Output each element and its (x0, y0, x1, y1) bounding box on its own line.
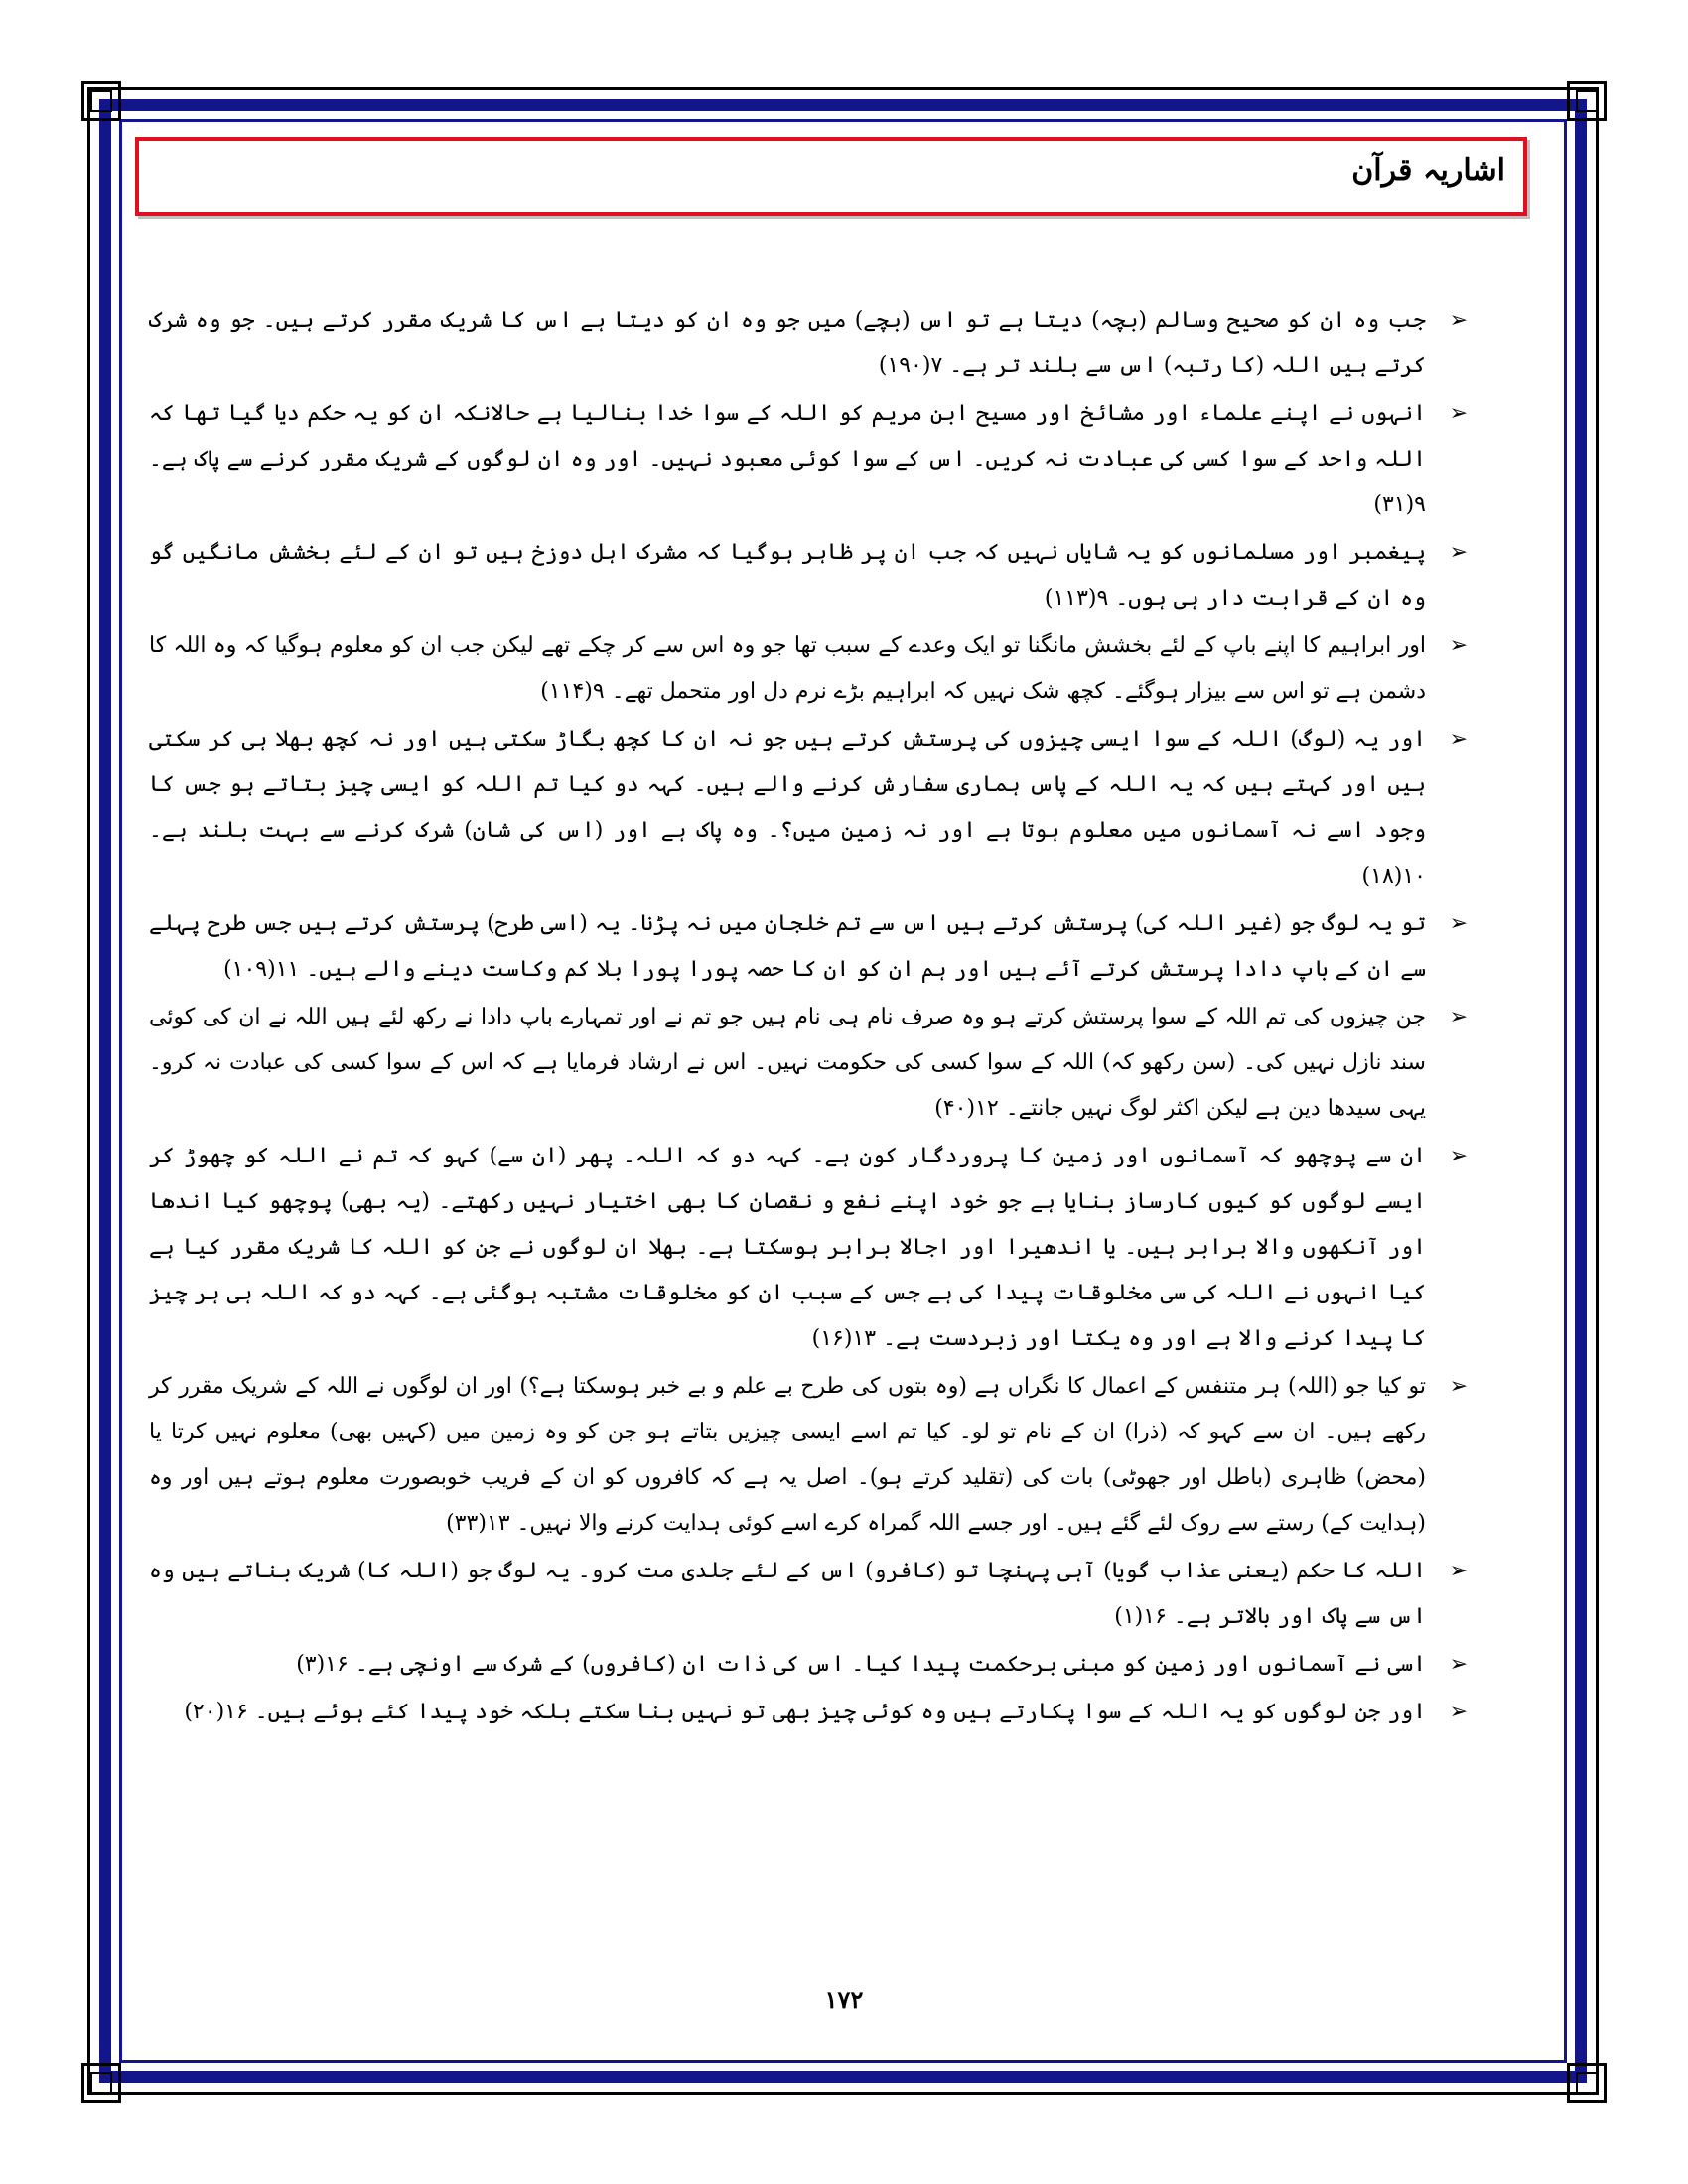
entry-text: انہوں نے اپنے علماء اور مشائخ اور مسیح ابن مریم کو اللہ کے سوا خدا بنالیا ہے حالانکہ ان کو یہ حکم دیا گیا تھا کہ اللہ واحد کے سوا کسی کی عبادت نہ کریں۔ اس کے سوا کوئی معبود نہیں۔ اور وہ ان لوگوں کے شریک مقرر کرنے سے پاک ہے۔ ۹(۳۱) (149, 401, 1426, 517)
list-item (149, 1549, 1468, 1640)
arrow-bullet-icon: ➢ (1449, 1374, 1468, 1399)
list-item (149, 623, 1468, 715)
list-item (149, 901, 1468, 993)
frame-corner-top-right (1567, 81, 1607, 121)
list-item (149, 717, 1468, 899)
page-title: اشاریہ قرآن (1351, 153, 1505, 188)
header-box (135, 137, 1527, 216)
arrow-bullet-icon: ➢ (1449, 1559, 1468, 1583)
entry-text: تو یہ لوگ جو (غیر اللہ کی) پرستش کرتے ہیں اس سے تم خلجان میں نہ پڑنا۔ یہ (اسی طرح) پرستش کرتے ہیں جس طرح پہلے سے ان کے باپ دادا پرستش کرتے آئے ہیں اور ہم ان کو ان کا حصہ پورا پورا بلا کم وکاست دینے والے ہیں۔ ۱۱(۱۰۹) (149, 911, 1426, 982)
entry-text: جن چیزوں کی تم اللہ کے سوا پرستش کرتے ہو وہ صرف نام ہی نام ہیں جو تم نے اور تمہارے باپ دادا نے رکھ لئے ہیں اللہ نے ان کی کوئی سند نازل نہیں کی۔ (سن رکھو کہ) اللہ کے سوا کسی کی حکومت نہیں۔ اس نے ارشاد فرمایا ہے کہ اس کے سوا کسی کی عبادت نہ کرو۔ یہی سیدھا دین ہے لیکن اکثر لوگ نہیں جانتے۔ ۱۲(۴۰) (149, 1005, 1426, 1121)
arrow-bullet-icon: ➢ (1449, 727, 1468, 751)
arrow-bullet-icon: ➢ (1449, 308, 1468, 333)
entry-text: اللہ کا حکم (یعنی عذاب گویا) آہی پہنچا تو (کافرو) اس کے لئے جلدی مت کرو۔ یہ لوگ جو (اللہ کا) شریک بناتے ہیں وہ اس سے پاک اور بالاتر ہے۔ ۱۶(۱) (149, 1559, 1426, 1629)
list-item (149, 298, 1468, 389)
list-item (149, 530, 1468, 621)
arrow-bullet-icon: ➢ (1449, 633, 1468, 658)
list-item (149, 1134, 1468, 1362)
arrow-bullet-icon: ➢ (1449, 1700, 1468, 1724)
list-item (149, 1690, 1468, 1735)
arrow-bullet-icon: ➢ (1449, 1144, 1468, 1168)
arrow-bullet-icon: ➢ (1449, 911, 1468, 936)
frame-corner-bottom-right (1567, 2063, 1607, 2103)
entry-text: اور ابراہیم کا اپنے باپ کے لئے بخشش مانگنا تو ایک وعدے کے سبب تھا جو وہ اس سے کر چکے تھے لیکن جب ان کو معلوم ہوگیا کہ وہ اللہ کا دشمن ہے تو اس سے بیزار ہوگئے۔ کچھ شک نہیں کہ ابراہیم بڑے نرم دل اور متحمل تھے۔ ۹(۱۱۴) (149, 633, 1426, 704)
frame-corner-top-left (81, 81, 121, 121)
arrow-bullet-icon: ➢ (1449, 1005, 1468, 1029)
list-item (149, 1364, 1468, 1547)
list-item (149, 1642, 1468, 1688)
entry-text: اور یہ (لوگ) اللہ کے سوا ایسی چیزوں کی پرستش کرتے ہیں جو نہ ان کا کچھ بگاڑ سکتی ہیں اور نہ کچھ بھلا ہی کر سکتی ہیں اور کہتے ہیں کہ یہ اللہ کے پاس ہماری سفارش کرنے والے ہیں۔ کہہ دو کیا تم اللہ کو ایسی چیز بتاتے ہو جس کا وجود اسے نہ آسمانوں میں معلوم ہوتا ہے اور نہ زمین میں؟۔ وہ پاک ہے اور (اس کی شان) شرک کرنے سے بہت بلند ہے۔ ۱۰(۱۸) (149, 727, 1426, 888)
entry-text: تو کیا جو (اللہ) ہر متنفس کے اعمال کا نگراں ہے (وہ بتوں کی طرح بے علم و بے خبر ہوسکتا ہے؟) اور ان لوگوں نے اللہ کے شریک مقرر کر رکھے ہیں۔ ان سے کہو کہ (ذرا) ان کے نام تو لو۔ کیا تم اسے ایسی چیزیں بتاتے ہو جن کو وہ زمین میں (کہیں بھی) معلوم نہیں کرتا یا (محض) ظاہری (باطل اور جھوٹی) بات کی (تقلید کرتے ہو)۔ اصل یہ ہے کہ کافروں کو ان کے فریب خوبصورت معلوم ہوتے ہیں اور وہ (ہدایت کے) رستے سے روک لئے گئے ہیں۔ اور جسے اللہ گمراہ کرے اسے کوئی ہدایت کرنے والا نہیں۔ ۱۳(۳۳) (149, 1374, 1427, 1536)
entry-text: اسی نے آسمانوں اور زمین کو مبنی برحکمت پیدا کیا۔ اس کی ذات ان (کافروں) کے شرک سے اونچی ہے۔ ۱۶(۳) (296, 1652, 1426, 1677)
entry-text: جب وہ ان کو صحیح وسالم (بچہ) دیتا ہے تو اس (بچے) میں جو وہ ان کو دیتا ہے اس کا شریک مقرر کرتے ہیں۔ جو وہ شرک کرتے ہیں اللہ (کا رتبہ) اس سے بلند تر ہے۔ ۷(۱۹۰) (149, 308, 1426, 378)
arrow-bullet-icon: ➢ (1449, 1652, 1468, 1677)
entries-list (149, 298, 1468, 1737)
list-item (149, 391, 1468, 528)
entry-text: پیغمبر اور مسلمانوں کو یہ شایاں نہیں کہ جب ان پر ظاہر ہوگیا کہ مشرک اہل دوزخ ہیں تو ان کے لئے بخشش مانگیں گو وہ ان کے قرابت دار ہی ہوں۔ ۹(۱۱۳) (149, 540, 1426, 611)
arrow-bullet-icon: ➢ (1449, 401, 1468, 426)
list-item (149, 995, 1468, 1132)
frame-corner-bottom-left (81, 2063, 121, 2103)
arrow-bullet-icon: ➢ (1449, 540, 1468, 565)
page-number: ۱۷۲ (824, 1985, 864, 2014)
entry-text: اور جن لوگوں کو یہ اللہ کے سوا پکارتے ہیں وہ کوئی چیز بھی تو نہیں بنا سکتے بلکہ خود پیدا کئے ہوئے ہیں۔ ۱۶(۲۰) (184, 1700, 1426, 1724)
entry-text: ان سے پوچھو کہ آسمانوں اور زمین کا پروردگار کون ہے۔ کہہ دو کہ اللہ۔ پھر (ان سے) کہو کہ تم نے اللہ کو چھوڑ کر ایسے لوگوں کو کیوں کارساز بنایا ہے جو خود اپنے نفع و نقصان کا بھی اختیار نہیں رکھتے۔ (یہ بھی) پوچھو کیا اندھا اور آنکھوں والا برابر ہیں۔ یا اندھیرا اور اجالا برابر ہوسکتا ہے۔ بھلا ان لوگوں نے جن کو اللہ کا شریک مقرر کیا ہے کیا انہوں نے اللہ کی سی مخلوقات پیدا کی ہے جس کے سبب ان کو مخلوقات مشتبہ ہوگئی ہے۔ کہہ دو کہ اللہ ہی ہر چیز کا پیدا کرنے والا ہے اور وہ یکتا اور زبردست ہے۔ ۱۳(۱۶) (149, 1144, 1426, 1351)
